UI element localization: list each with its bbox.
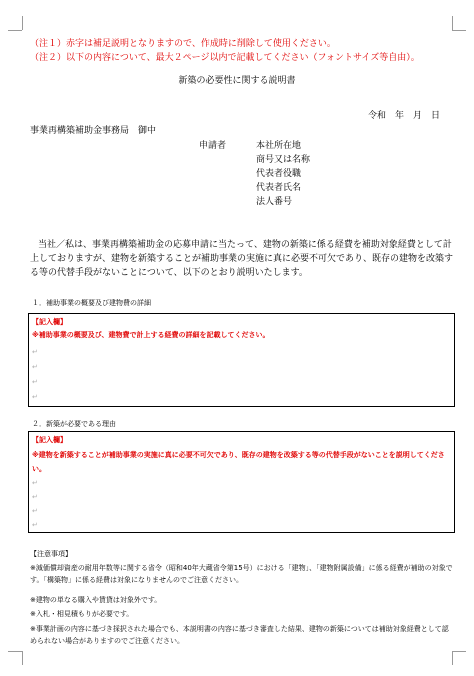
crop-mark	[452, 16, 453, 30]
applicant-field-rep-name: 代表者氏名	[256, 183, 302, 193]
paragraph-mark-icon: ↵	[32, 479, 38, 487]
applicant-field-rep-title: 代表者役職	[256, 169, 302, 179]
paragraph-mark-icon: ↵	[32, 363, 38, 371]
caution-item-4: ※事業計画の内容に基づき採択された場合でも、本説明書の内容に基づき審査した結果、建物の新築については補助対象経費として認められない場合がありますのでご注意ください。	[30, 625, 449, 645]
paragraph-mark-icon: ↵	[32, 378, 38, 386]
note-2: （注２）以下の内容について、最大２ページ以内で記載してください（フォントサイズ等自由）。	[30, 53, 420, 63]
section-1-box-instruction: ※補助事業の概要及び、建物費で計上する経費の詳細を記載してください。	[32, 331, 270, 339]
applicant-field-company-name: 商号又は名称	[256, 155, 311, 165]
applicant-label: 申請者	[199, 141, 227, 151]
crop-mark	[22, 16, 23, 30]
crop-mark	[8, 651, 22, 652]
section-2-heading: ２．新築が必要である理由	[32, 420, 116, 428]
caution-item-1: ※減価償却資産の耐用年数等に関する省令（昭和40年大蔵省令第15号）における「建物」、「建物附属設備」に係る経費が補助の対象です。「構築物」に係る経費は対象になりませんのでご注意ください。	[30, 564, 453, 584]
crop-mark	[8, 30, 22, 31]
intro-paragraph: 当社／私は、事業再構築補助金の応募申請に当たって、建物の新築に係る経費を補助対象経費として計上しておりますが、建物を新築することが補助事業の実施に真に必要不可欠であり、既存の建物を改築する等の代替手段がないことについて、以下のとおり説明いたします。	[30, 240, 454, 278]
crop-mark	[452, 651, 453, 665]
crop-mark	[452, 651, 466, 652]
caution-heading: 【注意事項】	[30, 550, 72, 558]
addressee: 事業再構築補助金事務局 御中	[30, 126, 157, 136]
paragraph-mark-icon: ↵	[32, 507, 38, 515]
document-title: 新築の必要性に関する説明書	[178, 76, 296, 86]
crop-mark	[452, 30, 466, 31]
section-2-box-instruction: ※建物を新築することが補助事業の実施に真に必要不可欠であり、既存の建物を改築する等の代替手段がないことを説明してください。	[32, 451, 445, 473]
section-2-box-label: 【記入欄】	[32, 436, 67, 444]
section-1-box-label: 【記入欄】	[32, 318, 67, 326]
paragraph-mark-icon: ↵	[32, 493, 38, 501]
paragraph-mark-icon: ↵	[32, 521, 38, 529]
note-1: （注１）赤字は補足説明となりますので、作成時に削除して使用ください。	[30, 39, 336, 49]
caution-item-2: ※建物の単なる購入や賃貸は対象外です。	[30, 596, 162, 604]
section-2-entry-box[interactable]	[28, 431, 455, 533]
applicant-field-address: 本社所在地	[256, 141, 302, 151]
caution-item-3: ※入札・相見積もりが必要です。	[30, 610, 134, 618]
crop-mark	[22, 651, 23, 665]
paragraph-mark-icon: ↵	[32, 348, 38, 356]
paragraph-mark-icon: ↵	[32, 393, 38, 401]
section-1-entry-box[interactable]	[28, 313, 455, 407]
date-line: 令和 年 月 日	[368, 111, 441, 121]
section-1-heading: １．補助事業の概要及び建物費の詳細	[32, 299, 151, 307]
applicant-field-corp-number: 法人番号	[256, 197, 293, 207]
